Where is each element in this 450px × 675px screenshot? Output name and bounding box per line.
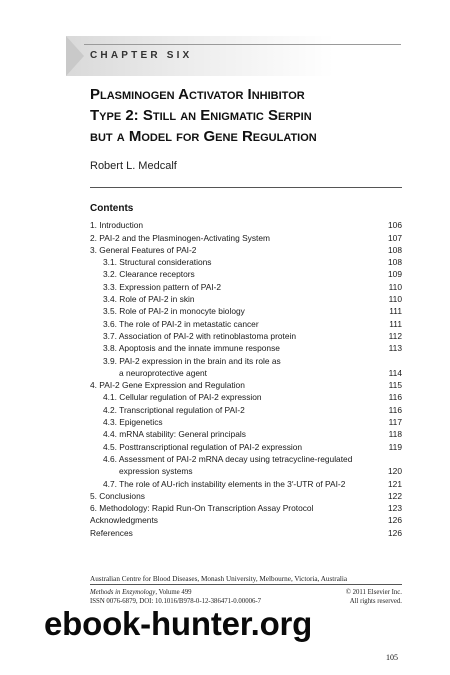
- toc-entry-page: 108: [388, 257, 402, 268]
- issn-doi: ISSN 0076-6879, DOI: 10.1016/B978-0-12-386471-0.00006-7: [90, 598, 262, 605]
- toc-entry-title: 4.1. Cellular regulation of PAI-2 expression: [103, 392, 262, 403]
- toc-entry-page: 108: [388, 244, 402, 255]
- toc-entry[interactable]: [90, 353, 402, 365]
- toc-entry-page: 122: [388, 490, 402, 501]
- toc-entry[interactable]: [90, 341, 402, 353]
- toc-entry[interactable]: [90, 415, 402, 427]
- toc-entry[interactable]: [90, 390, 402, 402]
- toc-entry-title: 4.7. The role of AU-rich instability elements in the 3′-UTR of PAI-2: [103, 478, 346, 489]
- toc-entry-title: 4.4. mRNA stability: General principals: [103, 429, 246, 440]
- toc-entry-page: 118: [388, 429, 402, 440]
- toc-entry-title: 3.8. Apoptosis and the innate immune response: [103, 343, 280, 354]
- toc-entry-title: 6. Methodology: Rapid Run-On Transcription Assay Protocol: [90, 503, 314, 514]
- toc-entry-page: 116: [388, 392, 402, 403]
- toc-entry[interactable]: [90, 439, 402, 451]
- page-number: 105: [386, 653, 398, 662]
- toc-entry-page: 119: [388, 441, 402, 452]
- toc-entry-title: 3.7. Association of PAI-2 with retinoblastoma protein: [103, 330, 297, 341]
- toc-entry[interactable]: [90, 476, 402, 488]
- toc-entry-page: 123: [388, 503, 402, 514]
- toc-entry-title: References: [90, 527, 133, 538]
- toc-entry-title: 4.6. Assessment of PAI-2 mRNA decay using tetracycline-regulated: [103, 453, 353, 464]
- toc-entry-page: 126: [388, 527, 402, 538]
- toc-entry-page: 113: [388, 343, 402, 354]
- journal-citation: [90, 589, 192, 596]
- toc-entry-title: Acknowledgments: [90, 515, 158, 526]
- toc-entry-title: 3.9. PAI-2 expression in the brain and its role as: [103, 355, 281, 366]
- toc-entry-title: 3. General Features of PAI-2: [90, 244, 197, 255]
- toc-entry[interactable]: [90, 243, 402, 255]
- toc-entry[interactable]: [90, 230, 402, 242]
- toc-entry-page: 117: [388, 417, 402, 428]
- chapter-banner-line: [84, 44, 401, 45]
- toc-entry-title: 4.5. Posttranscriptional regulation of PAI-2 expression: [103, 441, 303, 452]
- journal-name: Methods in Enzymology: [90, 589, 156, 596]
- toc-entry[interactable]: [90, 304, 402, 316]
- toc-entry-title: 4.3. Epigenetics: [103, 417, 163, 428]
- toc-entry[interactable]: [90, 292, 402, 304]
- toc-entry-page: 110: [388, 294, 402, 305]
- toc-entry-title: 3.5. Role of PAI-2 in monocyte biology: [103, 306, 245, 317]
- chapter-title: [90, 84, 410, 147]
- toc-entry-title: 3.1. Structural considerations: [103, 257, 212, 268]
- footer-line-1: [90, 589, 402, 596]
- chapter-title-line: Type 2: Still an Enigmatic Serpin: [90, 107, 312, 124]
- footer-line-2: [90, 598, 402, 605]
- toc-entry-page: 106: [388, 220, 402, 231]
- toc-entry-title: 5. Conclusions: [90, 490, 145, 501]
- toc-entry-page: 110: [388, 281, 402, 292]
- toc-entry[interactable]: [90, 501, 402, 513]
- toc-entry[interactable]: [90, 316, 402, 328]
- toc-entry[interactable]: [90, 218, 402, 230]
- divider: [90, 187, 402, 188]
- toc-entry[interactable]: [90, 427, 402, 439]
- contents-heading: Contents: [90, 203, 134, 214]
- table-of-contents: [90, 218, 402, 538]
- chapter-label: CHAPTER SIX: [90, 50, 193, 61]
- toc-entry[interactable]: [90, 525, 402, 537]
- toc-entry-page: 121: [388, 478, 402, 489]
- toc-entry[interactable]: [90, 279, 402, 291]
- toc-entry-title: 4. PAI-2 Gene Expression and Regulation: [90, 380, 245, 391]
- toc-entry-title: 2. PAI-2 and the Plasminogen-Activating System: [90, 232, 270, 243]
- rights-notice: All rights reserved.: [349, 598, 402, 605]
- toc-entry[interactable]: [90, 464, 402, 476]
- toc-entry[interactable]: [90, 513, 402, 525]
- chapter-title-line: Plasminogen Activator Inhibitor: [90, 86, 305, 103]
- toc-entry-title: 3.6. The role of PAI-2 in metastatic cancer: [103, 318, 259, 329]
- journal-volume: , Volume 499: [155, 589, 192, 596]
- toc-entry[interactable]: [90, 378, 402, 390]
- toc-entry-page: 112: [388, 330, 402, 341]
- toc-entry-page: 115: [388, 380, 402, 391]
- toc-entry-title: a neuroprotective agent: [119, 367, 207, 378]
- author-name: Robert L. Medcalf: [90, 160, 177, 172]
- toc-entry-page: 107: [388, 232, 402, 243]
- chapter-title-line: but a Model for Gene Regulation: [90, 128, 317, 145]
- toc-entry[interactable]: [90, 402, 402, 414]
- toc-entry-title: 3.3. Expression pattern of PAI-2: [103, 281, 222, 292]
- toc-entry-page: 111: [389, 318, 402, 329]
- watermark-link[interactable]: ebook-hunter.org: [44, 605, 313, 642]
- toc-entry-title: 1. Introduction: [90, 220, 144, 231]
- author-affiliation: Australian Centre for Blood Diseases, Monash University, Melbourne, Victoria, Australia: [90, 575, 348, 583]
- toc-entry-page: 116: [388, 404, 402, 415]
- toc-entry-title: 4.2. Transcriptional regulation of PAI-2: [103, 404, 245, 415]
- footer-divider: [90, 584, 402, 585]
- toc-entry-title: 3.2. Clearance receptors: [103, 269, 195, 280]
- toc-entry[interactable]: [90, 452, 402, 464]
- toc-entry-page: 109: [388, 269, 402, 280]
- toc-entry[interactable]: [90, 267, 402, 279]
- toc-entry-title: 3.4. Role of PAI-2 in skin: [103, 294, 195, 305]
- toc-entry-page: 120: [388, 466, 402, 477]
- toc-entry-title: expression systems: [119, 466, 193, 477]
- toc-entry[interactable]: [90, 255, 402, 267]
- toc-entry[interactable]: [90, 329, 402, 341]
- toc-entry[interactable]: [90, 366, 402, 378]
- toc-entry[interactable]: [90, 489, 402, 501]
- toc-entry-page: 114: [388, 367, 402, 378]
- toc-entry-page: 111: [389, 306, 402, 317]
- toc-entry-page: 126: [388, 515, 402, 526]
- copyright-notice: © 2011 Elsevier Inc.: [345, 589, 402, 596]
